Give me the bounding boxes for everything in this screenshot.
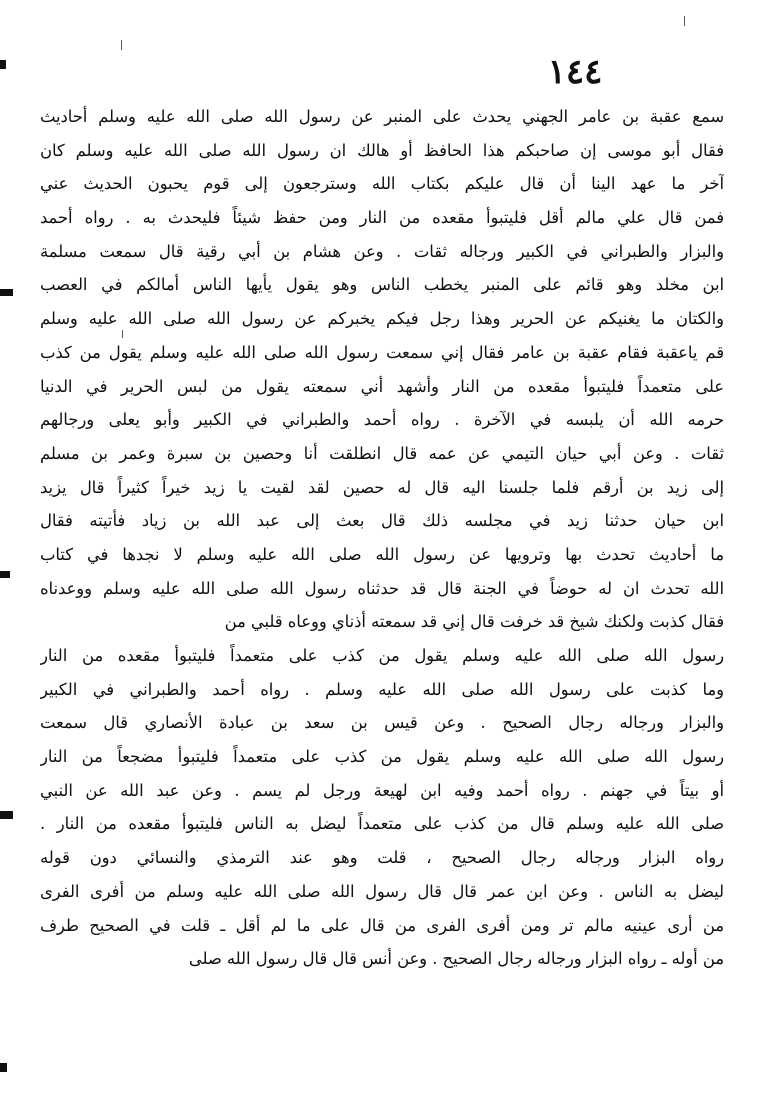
- text-line-8: قم ياعقبة فقام عقبة بن عامر فقال إني سمعت رسول الله صلى الله عليه وسلم يقول من كذب: [40, 342, 724, 362]
- binding-mark: [0, 1063, 7, 1072]
- text-line-14: ما أحاديث تحدث بها وترويها عن رسول الله صلى الله عليه وسلم لا نجدها في كتاب: [40, 544, 724, 564]
- text-line-7: والكتان ما يغنيكم عن الحرير وهذا رجل فيكم يخبركم عن رسول الله صلى الله عليه وسلم: [40, 309, 724, 329]
- text-line-10: حرمه الله أن يلبسه في الآخرة . رواه أحمد والطبراني في الكبير وأبو يعلى ورجالهم: [40, 410, 724, 430]
- text-line-12: إلى زيد بن أرقم فلما جلسنا اليه قال له حصين لقد لقيت يا زيد خيراً كثيراً قال يزيد: [40, 477, 724, 497]
- text-line-26: من أوله ـ رواه البزار ورجاله رجال الصحيح . وعن أنس قال قال رسول الله صلى: [188, 949, 724, 969]
- binding-mark: [0, 289, 13, 296]
- text-line-20: رسول الله صلى الله عليه وسلم يقول من كذب على متعمداً فليتبوأ مضجعاً من النار: [40, 747, 724, 767]
- text-line-3: آخر ما عهد الينا أن قال عليكم بكتاب الله وسترجعون إلى قوم يحبون الحديث عني: [40, 174, 724, 194]
- text-line-2: فقال أبو موسى إن صاحبكم هذا الحافظ أو هالك ان رسول الله صلى الله عليه وسلم كان: [40, 140, 724, 160]
- text-line-18: وما كذبت على رسول الله صلى الله عليه وسلم . رواه أحمد والطبراني في الكبير: [40, 679, 724, 699]
- text-line-21: أو بيتاً في جهنم . رواه أحمد وفيه ابن لهيعة ورجل لم يسم . وعن عبد الله عن النبي: [40, 780, 724, 800]
- text-line-24: ليضل به الناس . وعن ابن عمر قال قال رسول الله صلى الله عليه وسلم من أفرى الفرى: [40, 881, 724, 901]
- scan-speck: [122, 330, 123, 338]
- text-line-17: رسول الله صلى الله عليه وسلم يقول من كذب على متعمداً فليتبوأ مقعده من النار: [40, 646, 724, 665]
- text-line-25: من أرى عينيه مالم تر ومن أفرى الفرى من قال على ما لم أقل ـ قلت في الصحيح طرف: [40, 915, 724, 935]
- text-line-6: ابن مخلد وهو قائم على المنبر يخطب الناس وهو يقول يأيها الناس أمالكم في العصب: [40, 275, 724, 295]
- page-body-text: [40, 100, 724, 976]
- text-line-19: والبزار ورجاله رجال الصحيح . وعن قيس بن سعد بن عبادة الأنصاري قال سمعت: [40, 713, 724, 733]
- text-line-13: ابن حيان حدثنا زيد في مجلسه ذلك قال بعث إلى عبد الله بن زياد فأتيته فقال: [40, 511, 724, 531]
- page-number: ١٤٤: [547, 52, 603, 92]
- text-line-11: ثقات . وعن أبي حيان التيمي عن عمه قال انطلقت أنا وحصين بن سبرة وعمر بن مسلم: [40, 443, 724, 463]
- scan-speck: [121, 40, 122, 50]
- scan-speck: [684, 16, 685, 26]
- text-line-9: على متعمداً فليتبوأ مقعده من النار وأشهد أني سمعته يقول من لبس الحرير في الدنيا: [40, 376, 724, 396]
- text-line-5: والبزار والطبراني في الكبير ورجاله ثقات . وعن هشام بن أبي رقية قال سمعت مسلمة: [40, 241, 724, 261]
- binding-mark: [0, 571, 10, 578]
- text-line-4: فمن قال علي مالم أقل فليتبوأ مقعده من النار ومن حفظ شيئاً فليحدث به . رواه أحمد: [40, 208, 724, 228]
- binding-mark: [0, 811, 13, 819]
- text-line-15: الله تحدث ان له حوضاً في الجنة قال قد حدثناه رسول الله صلى الله عليه وسلم ووعدناه: [40, 578, 724, 598]
- text-line-16: فقال كذبت ولكنك شيخ قد خرفت قال إني قد سمعته أذناي ووعاه قلبي من: [224, 612, 724, 632]
- text-line-1: سمع عقبة بن عامر الجهني يحدث على المنبر عن رسول الله صلى الله عليه وسلم أحاديث: [40, 107, 724, 126]
- text-line-23: رواه البزار ورجاله رجال الصحيح ، قلت وهو عند الترمذي والنسائي دون قوله: [40, 848, 724, 868]
- binding-mark: [0, 60, 6, 69]
- text-line-22: صلى الله عليه وسلم قال من كذب على متعمداً ليضل به الناس فليتبوأ مقعده من النار .: [40, 814, 724, 834]
